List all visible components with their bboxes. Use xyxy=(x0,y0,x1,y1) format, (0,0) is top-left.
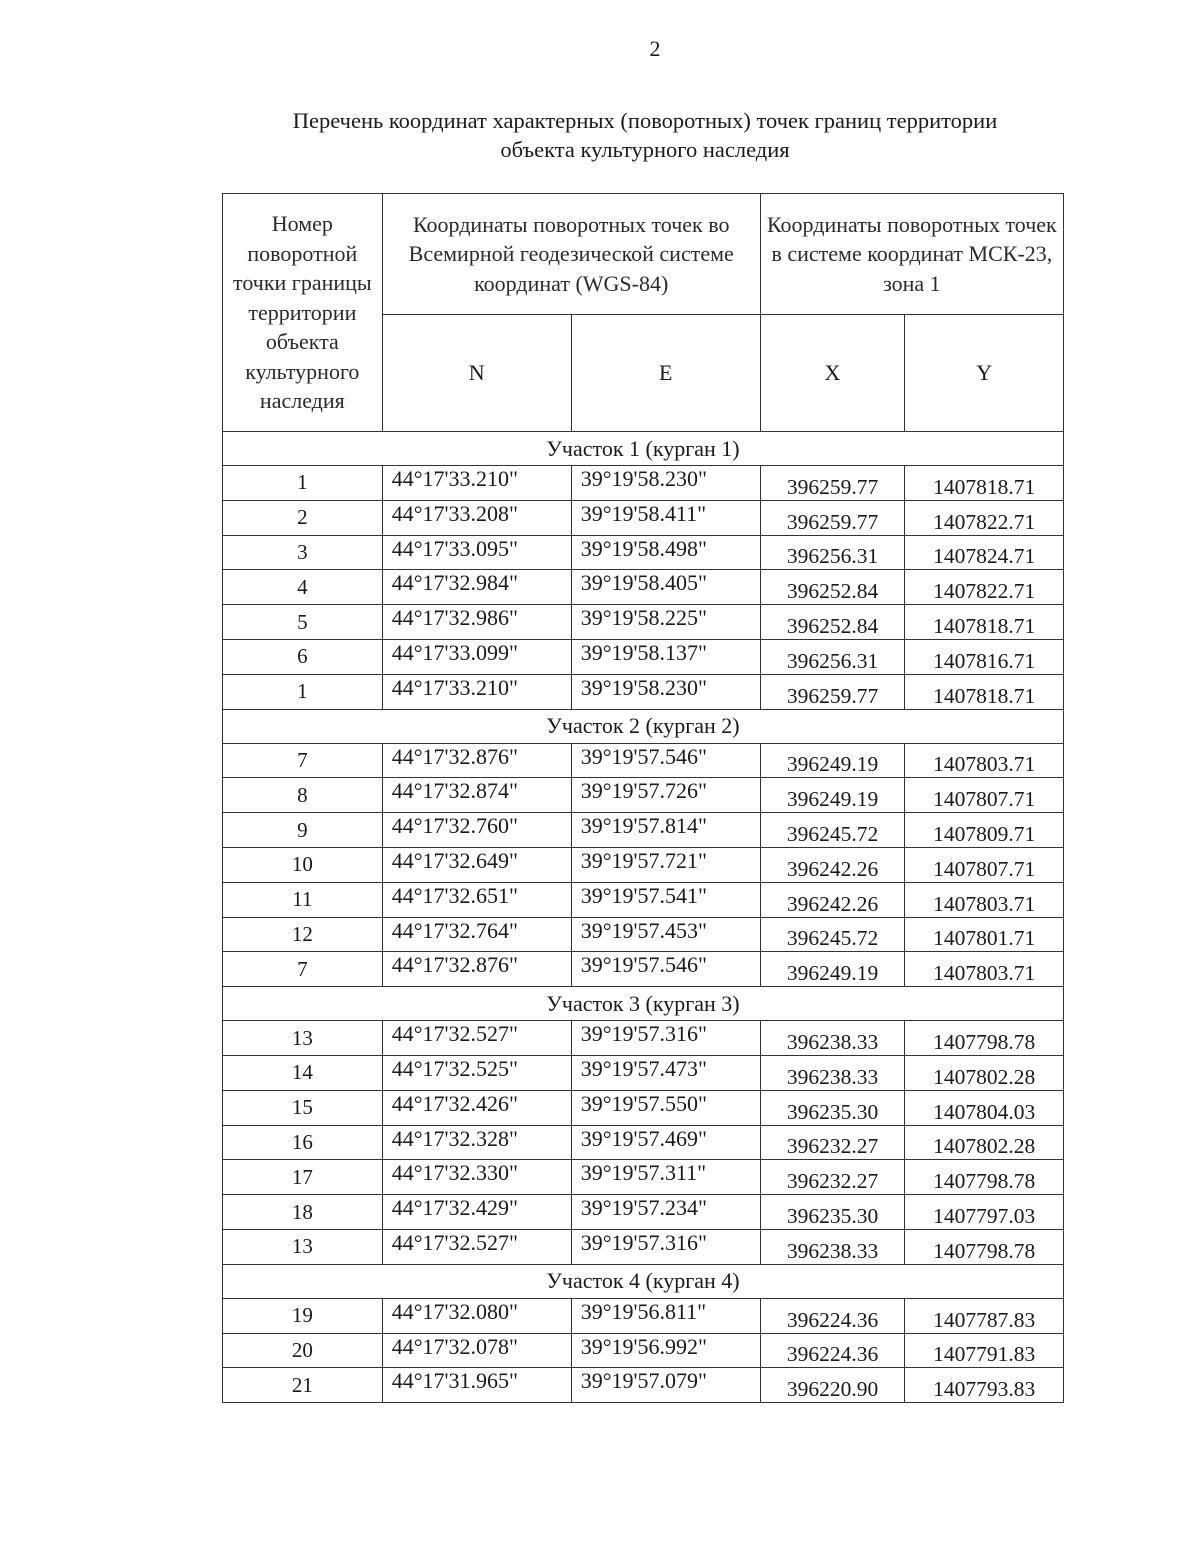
x-coordinate-cell: 396224.36 xyxy=(760,1333,905,1368)
e-coordinate-cell: 39°19'57.234" xyxy=(571,1195,760,1230)
point-number-cell: 5 xyxy=(223,605,383,640)
point-number-cell: 8 xyxy=(223,778,383,813)
n-coordinate-cell: 44°17'32.876" xyxy=(382,952,571,987)
n-coordinate-cell: 44°17'33.095" xyxy=(382,535,571,570)
e-coordinate-cell: 39°19'56.811" xyxy=(571,1298,760,1333)
n-coordinate-cell: 44°17'32.078" xyxy=(382,1333,571,1368)
table-row xyxy=(223,570,1064,605)
table-row xyxy=(223,778,1064,813)
section-row xyxy=(223,987,1064,1021)
n-coordinate-cell: 44°17'33.210" xyxy=(382,466,571,501)
e-coordinate-cell: 39°19'58.411" xyxy=(571,500,760,535)
point-number-cell: 17 xyxy=(223,1160,383,1195)
n-coordinate-cell: 44°17'32.984" xyxy=(382,570,571,605)
table-row xyxy=(223,1229,1064,1264)
point-number-cell: 7 xyxy=(223,743,383,778)
n-coordinate-cell: 44°17'32.527" xyxy=(382,1021,571,1056)
section-row xyxy=(223,1264,1064,1298)
table-row xyxy=(223,952,1064,987)
x-coordinate-cell: 396245.72 xyxy=(760,813,905,848)
y-coordinate-cell: 1407797.03 xyxy=(905,1195,1064,1230)
point-number-cell: 20 xyxy=(223,1333,383,1368)
n-coordinate-cell: 44°17'33.210" xyxy=(382,674,571,709)
section-title: Участок 2 (курган 2) xyxy=(223,709,1064,743)
e-coordinate-cell: 39°19'57.469" xyxy=(571,1125,760,1160)
table-row xyxy=(223,917,1064,952)
page-number: 2 xyxy=(649,36,661,61)
n-coordinate-cell: 44°17'32.330" xyxy=(382,1160,571,1195)
table-row xyxy=(223,1298,1064,1333)
table-row xyxy=(223,882,1064,917)
x-coordinate-cell: 396238.33 xyxy=(760,1229,905,1264)
n-coordinate-cell: 44°17'32.426" xyxy=(382,1090,571,1125)
e-coordinate-cell: 39°19'57.726" xyxy=(571,778,760,813)
y-coordinate-cell: 1407816.71 xyxy=(905,639,1064,674)
point-number-cell: 11 xyxy=(223,882,383,917)
e-coordinate-cell: 39°19'57.721" xyxy=(571,847,760,882)
y-coordinate-cell: 1407809.71 xyxy=(905,813,1064,848)
point-number-cell: 1 xyxy=(223,466,383,501)
y-coordinate-cell: 1407818.71 xyxy=(905,466,1064,501)
x-coordinate-cell: 396232.27 xyxy=(760,1160,905,1195)
e-coordinate-cell: 39°19'57.814" xyxy=(571,813,760,848)
e-coordinate-cell: 39°19'57.550" xyxy=(571,1090,760,1125)
header-y: Y xyxy=(905,315,1064,432)
point-number-cell: 13 xyxy=(223,1229,383,1264)
point-number-cell: 9 xyxy=(223,813,383,848)
section-title: Участок 4 (курган 4) xyxy=(223,1264,1064,1298)
e-coordinate-cell: 39°19'58.225" xyxy=(571,605,760,640)
n-coordinate-cell: 44°17'32.986" xyxy=(382,605,571,640)
y-coordinate-cell: 1407807.71 xyxy=(905,778,1064,813)
y-coordinate-cell: 1407802.28 xyxy=(905,1125,1064,1160)
n-coordinate-cell: 44°17'32.328" xyxy=(382,1125,571,1160)
point-number-cell: 10 xyxy=(223,847,383,882)
x-coordinate-cell: 396249.19 xyxy=(760,952,905,987)
table-row xyxy=(223,813,1064,848)
section-title: Участок 1 (курган 1) xyxy=(223,432,1064,466)
y-coordinate-cell: 1407798.78 xyxy=(905,1021,1064,1056)
header-e: E xyxy=(571,315,760,432)
y-coordinate-cell: 1407822.71 xyxy=(905,500,1064,535)
header-msk23: Координаты поворотных точек в системе координат МСК-23, зона 1 xyxy=(760,194,1063,315)
title-line-2: объекта культурного наследия xyxy=(500,137,790,162)
y-coordinate-cell: 1407803.71 xyxy=(905,952,1064,987)
x-coordinate-cell: 396256.31 xyxy=(760,639,905,674)
table-row xyxy=(223,466,1064,501)
e-coordinate-cell: 39°19'57.311" xyxy=(571,1160,760,1195)
point-number-cell: 1 xyxy=(223,674,383,709)
x-coordinate-cell: 396238.33 xyxy=(760,1055,905,1090)
x-coordinate-cell: 396238.33 xyxy=(760,1021,905,1056)
x-coordinate-cell: 396235.30 xyxy=(760,1195,905,1230)
table-row xyxy=(223,535,1064,570)
point-number-cell: 13 xyxy=(223,1021,383,1056)
table-row xyxy=(223,1021,1064,1056)
point-number-cell: 6 xyxy=(223,639,383,674)
x-coordinate-cell: 396242.26 xyxy=(760,882,905,917)
x-coordinate-cell: 396256.31 xyxy=(760,535,905,570)
e-coordinate-cell: 39°19'57.316" xyxy=(571,1229,760,1264)
y-coordinate-cell: 1407798.78 xyxy=(905,1160,1064,1195)
table-row xyxy=(223,1090,1064,1125)
table-row xyxy=(223,1195,1064,1230)
y-coordinate-cell: 1407798.78 xyxy=(905,1229,1064,1264)
n-coordinate-cell: 44°17'33.099" xyxy=(382,639,571,674)
e-coordinate-cell: 39°19'58.137" xyxy=(571,639,760,674)
point-number-cell: 3 xyxy=(223,535,383,570)
table-row xyxy=(223,1055,1064,1090)
x-coordinate-cell: 396232.27 xyxy=(760,1125,905,1160)
x-coordinate-cell: 396235.30 xyxy=(760,1090,905,1125)
table-row xyxy=(223,1333,1064,1368)
document-title xyxy=(200,106,1090,164)
n-coordinate-cell: 44°17'32.764" xyxy=(382,917,571,952)
header-wgs84: Координаты поворотных точек во Всемирной геодезической системе координат (WGS-84) xyxy=(382,194,760,315)
point-number-cell: 12 xyxy=(223,917,383,952)
e-coordinate-cell: 39°19'57.453" xyxy=(571,917,760,952)
y-coordinate-cell: 1407807.71 xyxy=(905,847,1064,882)
x-coordinate-cell: 396249.19 xyxy=(760,778,905,813)
y-coordinate-cell: 1407801.71 xyxy=(905,917,1064,952)
table-row xyxy=(223,674,1064,709)
e-coordinate-cell: 39°19'58.230" xyxy=(571,674,760,709)
n-coordinate-cell: 44°17'32.651" xyxy=(382,882,571,917)
point-number-cell: 16 xyxy=(223,1125,383,1160)
point-number-cell: 4 xyxy=(223,570,383,605)
header-point-number: Номер поворотной точки границы территории объекта культурного наследия xyxy=(223,194,383,432)
e-coordinate-cell: 39°19'57.316" xyxy=(571,1021,760,1056)
header-x: X xyxy=(760,315,905,432)
n-coordinate-cell: 44°17'32.525" xyxy=(382,1055,571,1090)
e-coordinate-cell: 39°19'57.473" xyxy=(571,1055,760,1090)
point-number-cell: 7 xyxy=(223,952,383,987)
table-row xyxy=(223,743,1064,778)
x-coordinate-cell: 396224.36 xyxy=(760,1298,905,1333)
table-row xyxy=(223,639,1064,674)
n-coordinate-cell: 44°17'32.760" xyxy=(382,813,571,848)
point-number-cell: 18 xyxy=(223,1195,383,1230)
section-title: Участок 3 (курган 3) xyxy=(223,987,1064,1021)
n-coordinate-cell: 44°17'32.080" xyxy=(382,1298,571,1333)
y-coordinate-cell: 1407803.71 xyxy=(905,882,1064,917)
e-coordinate-cell: 39°19'58.405" xyxy=(571,570,760,605)
y-coordinate-cell: 1407803.71 xyxy=(905,743,1064,778)
x-coordinate-cell: 396252.84 xyxy=(760,570,905,605)
e-coordinate-cell: 39°19'57.546" xyxy=(571,952,760,987)
table-row xyxy=(223,1368,1064,1403)
header-n: N xyxy=(382,315,571,432)
e-coordinate-cell: 39°19'56.992" xyxy=(571,1333,760,1368)
n-coordinate-cell: 44°17'32.527" xyxy=(382,1229,571,1264)
x-coordinate-cell: 396259.77 xyxy=(760,500,905,535)
x-coordinate-cell: 396259.77 xyxy=(760,466,905,501)
table-row xyxy=(223,500,1064,535)
e-coordinate-cell: 39°19'57.079" xyxy=(571,1368,760,1403)
point-number-cell: 2 xyxy=(223,500,383,535)
table-body xyxy=(223,432,1064,1403)
x-coordinate-cell: 396249.19 xyxy=(760,743,905,778)
table-row xyxy=(223,1125,1064,1160)
y-coordinate-cell: 1407804.03 xyxy=(905,1090,1064,1125)
table-row xyxy=(223,605,1064,640)
section-row xyxy=(223,432,1064,466)
y-coordinate-cell: 1407822.71 xyxy=(905,570,1064,605)
y-coordinate-cell: 1407787.83 xyxy=(905,1298,1064,1333)
y-coordinate-cell: 1407802.28 xyxy=(905,1055,1064,1090)
y-coordinate-cell: 1407793.83 xyxy=(905,1368,1064,1403)
e-coordinate-cell: 39°19'57.546" xyxy=(571,743,760,778)
e-coordinate-cell: 39°19'57.541" xyxy=(571,882,760,917)
section-row xyxy=(223,709,1064,743)
title-line-1: Перечень координат характерных (поворотных) точек границ территории xyxy=(292,108,998,133)
point-number-cell: 19 xyxy=(223,1298,383,1333)
point-number-cell: 14 xyxy=(223,1055,383,1090)
n-coordinate-cell: 44°17'31.965" xyxy=(382,1368,571,1403)
x-coordinate-cell: 396220.90 xyxy=(760,1368,905,1403)
e-coordinate-cell: 39°19'58.230" xyxy=(571,466,760,501)
e-coordinate-cell: 39°19'58.498" xyxy=(571,535,760,570)
x-coordinate-cell: 396259.77 xyxy=(760,674,905,709)
n-coordinate-cell: 44°17'32.874" xyxy=(382,778,571,813)
y-coordinate-cell: 1407818.71 xyxy=(905,674,1064,709)
y-coordinate-cell: 1407791.83 xyxy=(905,1333,1064,1368)
point-number-cell: 21 xyxy=(223,1368,383,1403)
coordinates-table xyxy=(222,193,1064,1403)
y-coordinate-cell: 1407818.71 xyxy=(905,605,1064,640)
table-row xyxy=(223,847,1064,882)
n-coordinate-cell: 44°17'32.649" xyxy=(382,847,571,882)
n-coordinate-cell: 44°17'32.429" xyxy=(382,1195,571,1230)
n-coordinate-cell: 44°17'33.208" xyxy=(382,500,571,535)
x-coordinate-cell: 396252.84 xyxy=(760,605,905,640)
point-number-cell: 15 xyxy=(223,1090,383,1125)
n-coordinate-cell: 44°17'32.876" xyxy=(382,743,571,778)
x-coordinate-cell: 396242.26 xyxy=(760,847,905,882)
y-coordinate-cell: 1407824.71 xyxy=(905,535,1064,570)
x-coordinate-cell: 396245.72 xyxy=(760,917,905,952)
table-row xyxy=(223,1160,1064,1195)
